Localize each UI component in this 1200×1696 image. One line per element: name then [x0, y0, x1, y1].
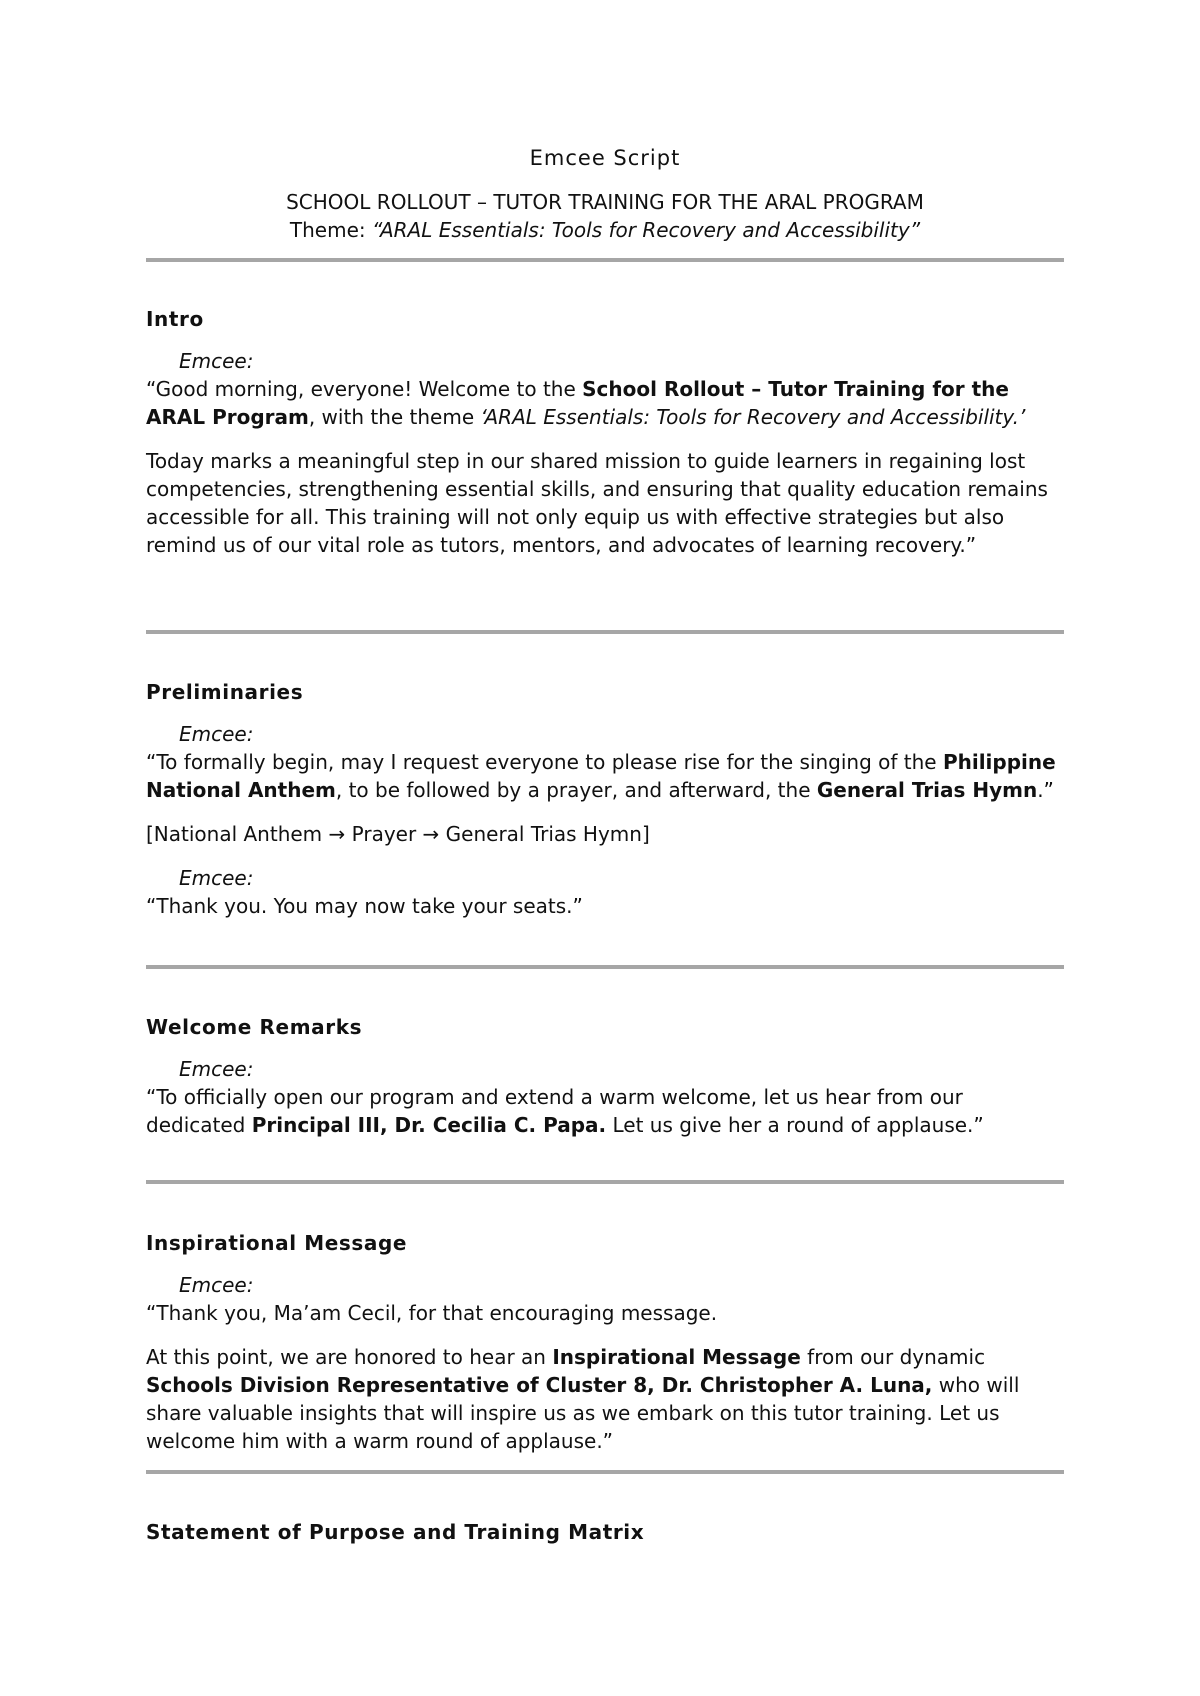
text-run: from our dynamic: [800, 1345, 986, 1369]
text-run: “Good morning, everyone! Welcome to the: [146, 377, 583, 401]
text-run: .”: [1037, 778, 1054, 802]
paragraph: “Thank you, Ma’am Cecil, for that encouraging message.: [146, 1301, 718, 1325]
paragraph: “Thank you. You may now take your seats.”: [146, 894, 583, 918]
section-preliminaries: [146, 678, 1064, 920]
document-subtitle: SCHOOL ROLLOUT – TUTOR TRAINING FOR THE ARAL PROGRAM: [286, 190, 924, 214]
divider: [146, 1180, 1064, 1184]
message-label: Inspirational Message: [552, 1345, 801, 1369]
divider: [146, 965, 1064, 969]
stage-cue: [National Anthem → Prayer → General Trias Hymn]: [146, 822, 650, 846]
principal-name: Principal III, Dr. Cecilia C. Papa.: [251, 1113, 607, 1137]
text-run: Let us give her a round of applause.”: [606, 1113, 984, 1137]
section-welcome-remarks: [146, 1013, 1064, 1139]
section-heading: Welcome Remarks: [146, 1015, 363, 1039]
section-statement-of-purpose: [146, 1518, 1064, 1546]
text-run: , to be followed by a prayer, and afterward, the: [335, 778, 817, 802]
divider: [146, 630, 1064, 634]
representative-name: Schools Division Representative of Cluster 8, Dr. Christopher A. Luna,: [146, 1373, 933, 1397]
section-heading: Preliminaries: [146, 680, 304, 704]
text-run: “To formally begin, may I request everyone to please rise for the singing of the: [146, 750, 943, 774]
speaker-label: Emcee:: [179, 1273, 254, 1297]
hymn-name: General Trias Hymn: [816, 778, 1038, 802]
section-heading: Inspirational Message: [146, 1231, 408, 1255]
anthem-name: Philippine National Anthem: [146, 750, 1056, 802]
theme-quote: ‘ARAL Essentials: Tools for Recovery and Accessibility.’: [480, 405, 1026, 429]
section-inspirational-message: [146, 1229, 1064, 1455]
theme-label: Theme:: [289, 218, 372, 242]
text-run: At this point, we are honored to hear an: [146, 1345, 553, 1369]
document-title: Emcee Script: [529, 146, 681, 170]
speaker-label: Emcee:: [179, 722, 254, 746]
speaker-label: Emcee:: [179, 1057, 254, 1081]
paragraph: [146, 1083, 1064, 1139]
speaker-label: Emcee:: [179, 349, 254, 373]
text-run: “To officially open our program and extend a warm welcome, let us hear from our dedicated: [146, 1085, 963, 1137]
speaker-label: Emcee:: [179, 866, 254, 890]
paragraph: Today marks a meaningful step in our shared mission to guide learners in regaining lost competencies, strengthening essential skills, and ensuring that quality education remains accessible for all. This training will not only equip us with effective strategies but also remind us of our vital role as tutors, mentors, and advocates of learning recovery.”: [146, 449, 1048, 557]
section-intro: [146, 305, 1064, 559]
text-run: who will share valuable insights that will inspire us as we embark on this tutor training. Let us welcome him with a warm round of applause.”: [146, 1373, 1020, 1453]
program-name: School Rollout – Tutor Training for the ARAL Program: [146, 377, 1009, 429]
section-heading: Statement of Purpose and Training Matrix: [146, 1520, 645, 1544]
paragraph: [146, 1343, 1064, 1455]
theme-value: “ARAL Essentials: Tools for Recovery and Accessibility”: [371, 218, 921, 242]
section-heading: Intro: [146, 307, 204, 331]
paragraph: [146, 748, 1064, 804]
paragraph: [146, 375, 1064, 431]
divider: [146, 258, 1064, 262]
document-theme: [146, 218, 1064, 242]
text-run: , with the theme: [308, 405, 481, 429]
divider: [146, 1470, 1064, 1474]
